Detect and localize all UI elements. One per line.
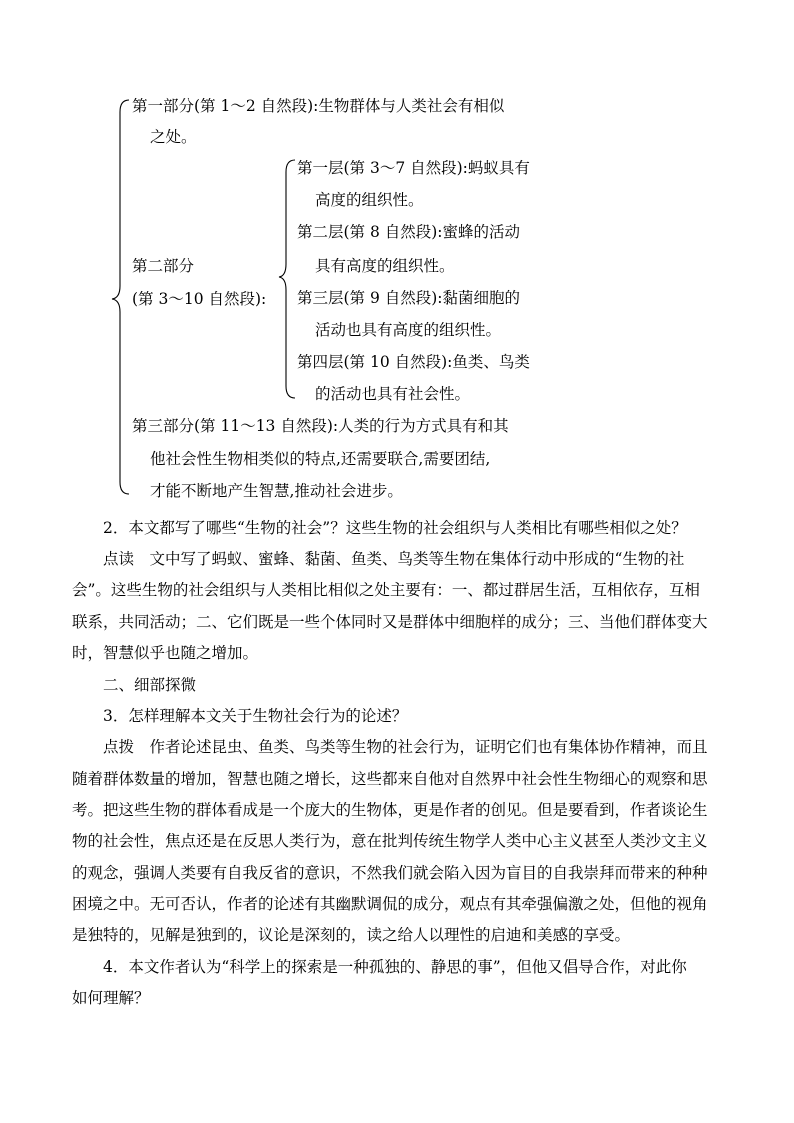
- part3-line2: 他社会性生物相类似的特点,还需要联合,需要团结,: [150, 450, 491, 468]
- layer1-line1: 第一层(第 3～7 自然段):蚂蚁具有: [297, 159, 530, 177]
- answer-3-line: 物的社会性，焦点还是在反思人类行为，意在批判传统生物学人类中心主义甚至人类沙文主义: [72, 832, 708, 850]
- answer-2-line: 点读 文中写了蚂蚁、蜜蜂、黏菌、鱼类、鸟类等生物在集体行动中形成的“生物的社: [103, 550, 685, 568]
- part3-line3: 才能不断地产生智慧,推动社会进步。: [150, 482, 403, 500]
- answer-3-line: 随着群体数量的增加，智慧也随之增长，这些都来自他对自然界中社会性生物细心的观察和思: [72, 770, 708, 788]
- layer2-line1: 第二层(第 8 自然段):蜜蜂的活动: [297, 223, 521, 241]
- question-3: 3．怎样理解本文关于生物社会行为的论述？: [103, 707, 408, 725]
- part1-line1: 第一部分(第 1～2 自然段):生物群体与人类社会有相似: [132, 97, 505, 115]
- part2-label-line2: (第 3～10 自然段):: [132, 290, 267, 308]
- inner-brace: [279, 160, 295, 398]
- layer4-line1: 第四层(第 10 自然段):鱼类、鸟类: [297, 353, 530, 371]
- outer-brace: [112, 100, 129, 494]
- question-4-line: 如何理解？: [72, 989, 150, 1007]
- layer3-line1: 第三层(第 9 自然段):黏菌细胞的: [297, 289, 521, 307]
- answer-3-line: 是独特的，见解是独到的，议论是深刻的，读之给人以理性的启迪和美感的享受。: [72, 926, 631, 944]
- answer-3-line: 的观念，强调人类要有自我反省的意识，不然我们就会陷入因为盲目的自我崇拜而带来的种种: [72, 864, 708, 882]
- question-2: 2．本文都写了哪些“生物的社会”？这些生物的社会组织与人类相比有哪些相似之处？: [103, 519, 687, 537]
- section-heading: 二、细部探微: [103, 676, 197, 694]
- part2-label-line1: 第二部分: [132, 257, 195, 275]
- layer3-line2: 活动也具有高度的组织性。: [315, 321, 502, 339]
- answer-2-line: 联系，共同活动；二、它们既是一些个体同时又是群体中细胞样的成分；三、当他们群体变大: [72, 613, 708, 631]
- answer-2-line: 时，智慧似乎也随之增加。: [72, 644, 259, 662]
- answer-3-line: 考。把这些生物的群体看成是一个庞大的生物体，更是作者的创见。但是要看到，作者谈论生: [72, 801, 708, 819]
- answer-2-line: 会”。这些生物的社会组织与人类相比相似之处主要有：一、都过群居生活，互相依存，互相: [72, 581, 700, 599]
- layer4-line2: 的活动也具有社会性。: [315, 385, 471, 403]
- layer2-line2: 具有高度的组织性。: [315, 257, 455, 275]
- part1-line2: 之处。: [150, 128, 197, 146]
- part3-line1: 第三部分(第 11～13 自然段):人类的行为方式具有和其: [132, 417, 509, 435]
- layer1-line2: 高度的组织性。: [315, 191, 424, 209]
- question-4-line: 4．本文作者认为“科学上的探索是一种孤独的、静思的事”，但他又倡导合作，对此你: [103, 958, 687, 976]
- answer-3-line: 点拨 作者论述昆虫、鱼类、鸟类等生物的社会行为，证明它们也有集体协作精神，而且: [103, 738, 708, 756]
- answer-3-line: 困境之中。无可否认，作者的论述有其幽默调侃的成分，观点有其牵强偏激之处，但他的视角: [72, 895, 708, 913]
